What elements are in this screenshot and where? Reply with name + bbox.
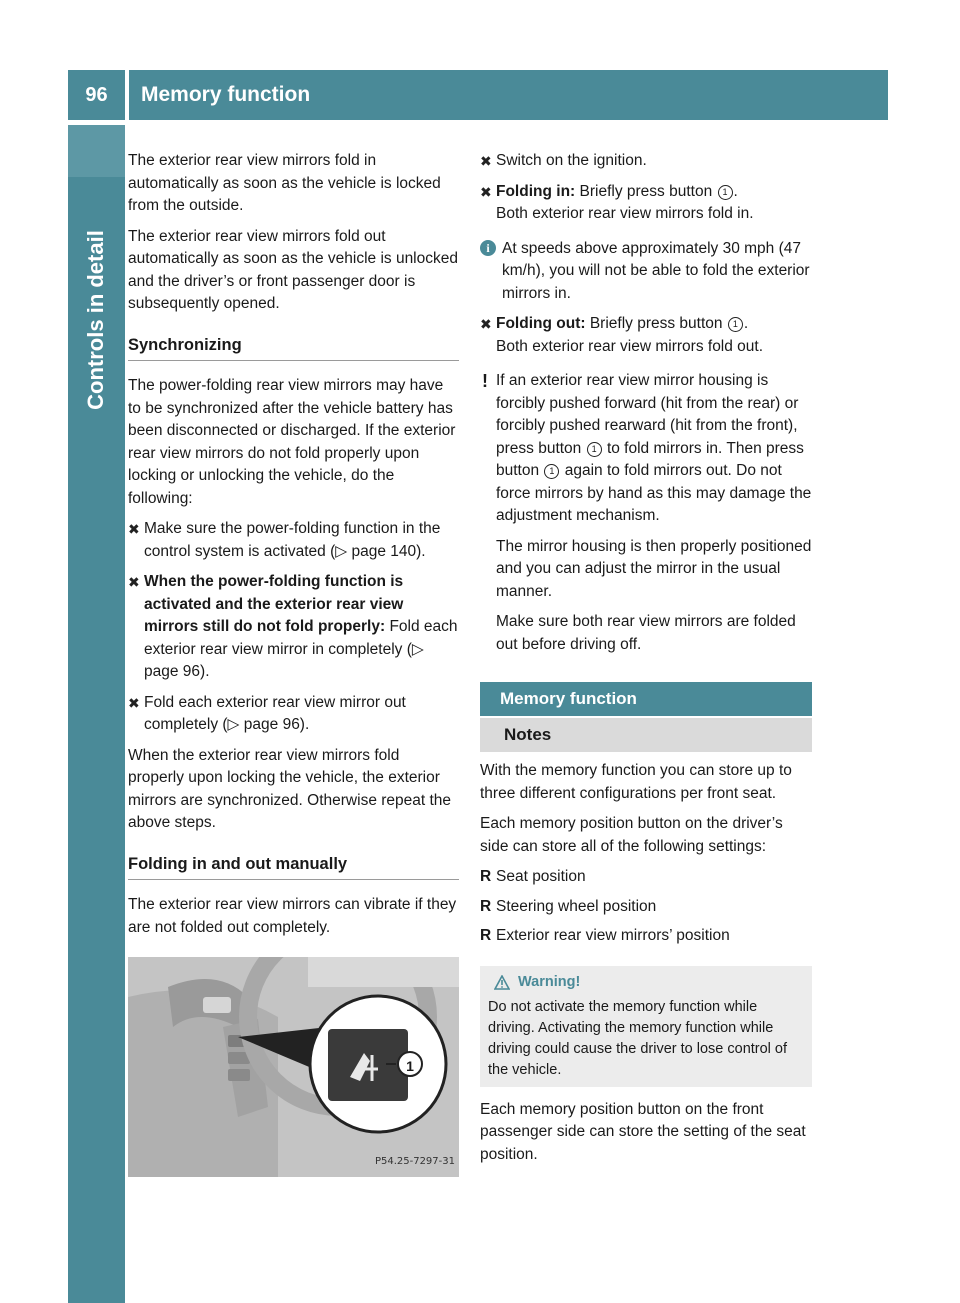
bullet-icon: R: [480, 868, 492, 885]
callout-number: 1: [406, 1058, 414, 1074]
step-text: Make sure the power-folding function in the control system is activated (▷ page 140).: [144, 520, 441, 560]
list-item: [480, 896, 812, 919]
caution-text: [496, 370, 812, 528]
step-text: Fold each exterior rear view mirror out completely (▷ page 96).: [144, 693, 406, 733]
warning-header: [488, 972, 804, 993]
button-1-icon: 1: [718, 185, 733, 200]
subsection-title-bar: Notes: [480, 718, 812, 752]
page-title: Memory function: [129, 70, 888, 120]
paragraph-synchronizing: The power-folding rear view mirrors may have to be synchronized after the vehicle battery has been disconnected or discharged. If the exterior rear view mirrors do not fold properly upon locking or unlocking the vehicle, do the following:: [128, 377, 456, 507]
step-text: Briefly press button: [589, 315, 723, 332]
step-bold-text: Folding out:: [496, 315, 586, 332]
step-arrow-icon: ✖: [128, 694, 140, 711]
step-bold-text: Folding in:: [496, 182, 576, 200]
exclamation-icon: !: [482, 371, 488, 391]
left-column: [128, 150, 459, 1177]
paragraph-fold-in-auto: The exterior rear view mirrors fold in automatically as soon as the vehicle is locked from the outside.: [128, 152, 441, 214]
caution-text-b: to fold mirrors in.: [606, 439, 723, 457]
step-item: [480, 150, 812, 173]
step-result: Both exterior rear view mirrors fold out.: [496, 337, 764, 355]
warning-triangle-icon: [494, 975, 510, 990]
caution-text-a: If an exterior rear view mirror housing is forcibly pushed forward (hit from the rear) or forcibly pushed rearward (hit from the front), press button: [496, 372, 799, 457]
heading-manual-folding: Folding in and out manually: [128, 853, 459, 881]
paragraph-notes-3: Each memory position button on the front passenger side can store the setting of the seat position.: [480, 1100, 806, 1163]
section-title-bar: Memory function: [480, 682, 812, 716]
door-panel-photo: [128, 957, 459, 1177]
button-1-icon: 1: [728, 317, 743, 332]
caution-text-d: again to fold mirrors out. Do not force mirrors by hand as this may damage the adjustment mechanism.: [496, 462, 812, 524]
image-code: P54.25-7297-31: [374, 1155, 455, 1167]
caution-paragraph-2: The mirror housing is then properly positioned and you can adjust the mirror in the usual manner.: [496, 537, 812, 600]
step-bold-text: When the power-folding function is activated and the exterior rear view mirrors still do not fold properly:: [144, 573, 404, 635]
step-arrow-icon: ✖: [480, 153, 492, 169]
list-item-text: Steering wheel position: [496, 897, 657, 915]
warning-box: [480, 966, 812, 1087]
step-item: [480, 181, 812, 226]
step-text-end: .: [743, 315, 749, 332]
side-tab-label: Controls in detail: [83, 230, 108, 410]
step-arrow-icon: ✖: [480, 183, 492, 200]
step-text: Briefly press button: [579, 182, 713, 200]
caution-text-c: Then press button: [496, 439, 804, 479]
step-item: [128, 692, 459, 737]
step-result: Both exterior rear view mirrors fold in.: [496, 205, 754, 222]
list-item-text: Seat position: [496, 868, 586, 885]
info-icon: i: [480, 240, 496, 256]
step-arrow-icon: ✖: [128, 574, 140, 590]
step-text: Switch on the ignition.: [496, 152, 647, 169]
step-item: [480, 313, 812, 358]
list-item-text: Exterior rear view mirrors’ position: [496, 927, 730, 944]
caution-paragraph-3: Make sure both rear view mirrors are folded out before driving off.: [496, 613, 796, 653]
warning-title: Warning!: [518, 973, 581, 990]
step-arrow-icon: ✖: [128, 521, 140, 537]
step-text: Fold each exterior rear view mirror in completely (▷ page 96).: [144, 618, 458, 680]
step-arrow-icon: ✖: [480, 316, 492, 332]
button-1-icon: 1: [544, 464, 559, 479]
paragraph-manual-folding: The exterior rear view mirrors can vibrate if they are not folded out completely.: [128, 896, 457, 936]
bullet-icon: R: [480, 897, 492, 915]
settings-list: [480, 866, 812, 948]
page-number: 96: [68, 70, 125, 120]
list-item: [480, 866, 812, 889]
bullet-icon: R: [480, 927, 492, 944]
paragraph-sync-result: When the exterior rear view mirrors fold properly upon locking the vehicle, the exterior mirrors are synchronized. Otherwise repeat the above steps.: [128, 746, 452, 831]
info-note: [480, 238, 812, 306]
step-item: [128, 571, 459, 684]
info-note-text: At speeds above approximately 30 mph (47 km/h), you will not be able to fold the exterior mirrors in.: [502, 239, 810, 302]
paragraph-notes-2: Each memory position button on the driver’s side can store all of the following settings:: [480, 815, 783, 855]
caution-note: [480, 370, 812, 656]
side-tab-top-block: [68, 125, 125, 177]
paragraph-fold-out-auto: The exterior rear view mirrors fold out automatically as soon as the vehicle is unlocked and the driver’s or front passenger door is subsequently opened.: [128, 227, 458, 312]
step-item: [128, 518, 459, 563]
right-column: [480, 150, 812, 1174]
step-text-end: .: [733, 182, 738, 200]
paragraph-notes-1: With the memory function you can store up to three different configurations per front seat.: [480, 762, 792, 802]
button-1-icon: 1: [587, 442, 602, 457]
warning-text: Do not activate the memory function while driving. Activating the memory function while driving could cause the driver to lose control of the vehicle.: [488, 998, 788, 1078]
heading-synchronizing: Synchronizing: [128, 334, 459, 362]
list-item: [480, 925, 812, 948]
